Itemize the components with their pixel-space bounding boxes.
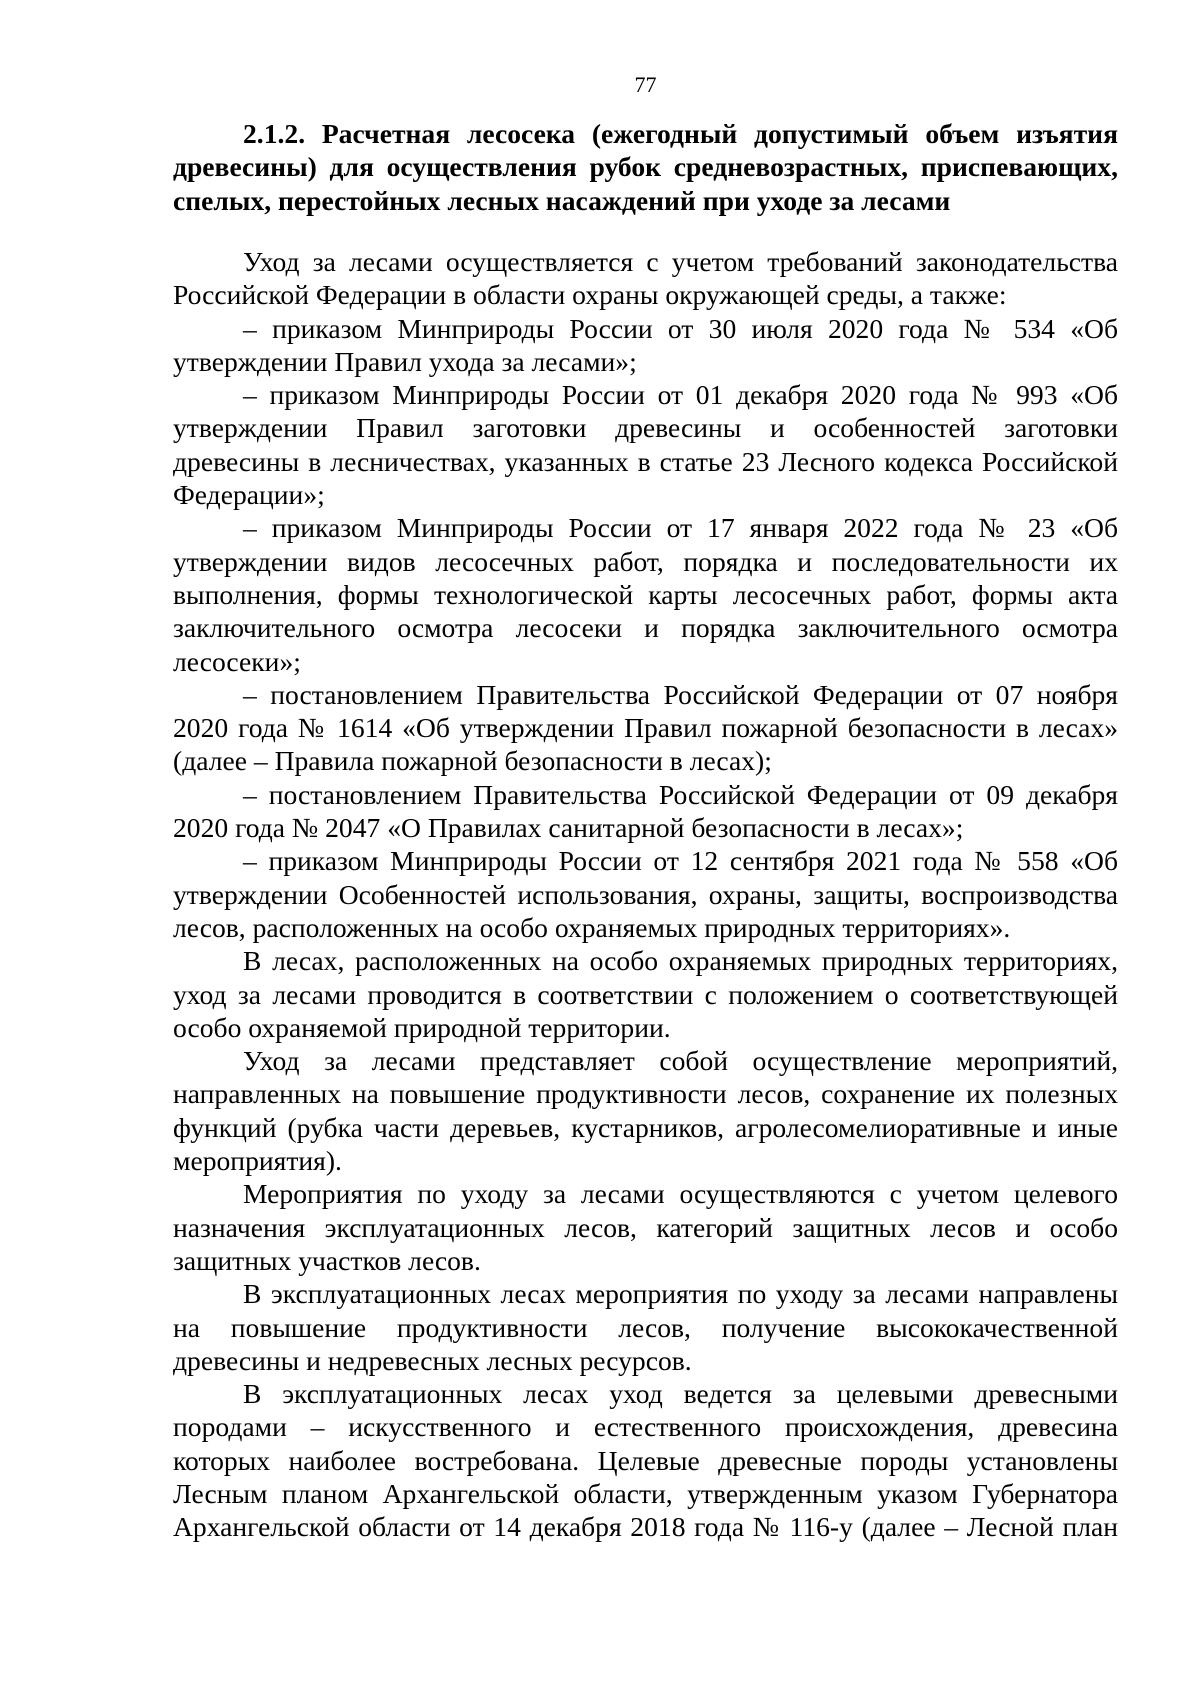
document-body bbox=[173, 245, 1118, 1544]
section-heading: 2.1.2. Расчетная лесосека (ежегодный допустимый объем изъятия древесины) для осуществления рубок средневозрастных, приспевающих, спелых, перестойных лесных насаждений при уходе за лесами bbox=[173, 118, 1118, 216]
list-item-resolution-2047: – постановлением Правительства Российской Федерации от 09 декабря 2020 года № 2047 «О Правилах санитарной безопасности в лесах»; bbox=[173, 778, 1118, 844]
paragraph-protected-areas: В лесах, расположенных на особо охраняемых природных территориях, уход за лесами проводится в соответствии с положением о соответствующей особо охраняемой природной территории. bbox=[173, 945, 1118, 1043]
list-item-order-993: – приказом Минприроды России от 01 декабря 2020 года № 993 «Об утверждении Правил заготовки древесины и особенностей заготовки древесины в лесничествах, указанных в статье 23 Лесного кодекса Российской Федерации»; bbox=[173, 379, 1118, 511]
paragraph-target-species: В эксплуатационных лесах уход ведется за целевыми древесными породами – искусственного и естественного происхождения, древесина которых наиболее востребована. Целевые древесные породы установлены Лесным планом Архангельской области, утвержденным указом Губернатора Архангельской области от 14 декабря 2018 года № 116-у (далее – Лесной план bbox=[173, 1378, 1118, 1543]
paragraph-intro: Уход за лесами осуществляется с учетом требований законодательства Российской Федерации в области охраны окружающей среды, а также: bbox=[173, 246, 1118, 311]
list-item-resolution-1614: – постановлением Правительства Российской Федерации от 07 ноября 2020 года № 1614 «Об утверждении Правил пожарной безопасности в лесах» (далее – Правила пожарной безопасности в лесах); bbox=[173, 678, 1118, 777]
list-item-order-534: – приказом Минприроды России от 30 июля 2020 года № 534 «Об утверждении Правил ухода за лесами»; bbox=[173, 312, 1118, 377]
paragraph-forest-care-definition: Уход за лесами представляет собой осуществление мероприятий, направленных на повышение продуктивности лесов, сохранение их полезных функций (рубка части деревьев, кустарников, агролесомелиоративные и иные мероприятия). bbox=[173, 1045, 1118, 1177]
paragraph-exploitation-forests: В эксплуатационных лесах мероприятия по уходу за лесами направлены на повышение продуктивности лесов, получение высококачественной древесины и недревесных лесных ресурсов. bbox=[173, 1278, 1118, 1376]
document-page bbox=[173, 0, 1118, 1697]
page-number: 77 bbox=[634, 72, 657, 97]
list-item-order-23: – приказом Минприроды России от 17 января 2022 года № 23 «Об утверждении видов лесосечных работ, порядка и последовательности их выполнения, формы технологической карты лесосечных работ, формы акта заключительного осмотра лесосеки и порядка заключительного осмотра лесосеки»; bbox=[173, 512, 1118, 677]
paragraph-care-measures: Мероприятия по уходу за лесами осуществляются с учетом целевого назначения эксплуатационных лесов, категорий защитных лесов и особо защитных участков лесов. bbox=[173, 1178, 1118, 1276]
list-item-order-558: – приказом Минприроды России от 12 сентября 2021 года № 558 «Об утверждении Особенностей использования, охраны, защиты, воспроизводства лесов, расположенных на особо охраняемых природных территориях». bbox=[173, 845, 1118, 943]
